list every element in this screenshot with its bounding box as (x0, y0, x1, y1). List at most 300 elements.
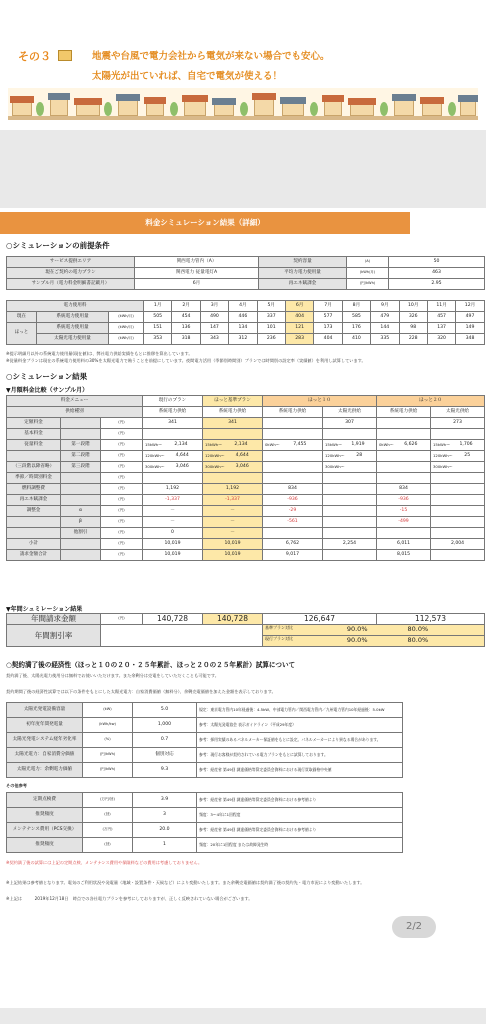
fee-amount: 341 (168, 419, 177, 425)
fee-label: 請求金額合計 (7, 550, 61, 561)
econ-unit: (円/kWh) (83, 748, 133, 763)
fee-value (263, 462, 323, 473)
econ-value: 5.0 (133, 703, 197, 718)
fee-value (143, 429, 203, 440)
econ-note: 頻度：3～4年に1回程度 (197, 808, 403, 823)
fee-unit: (円) (101, 484, 143, 495)
fee-amount: 4,644 (175, 452, 189, 458)
fee-value (323, 539, 377, 550)
supply-type-header: 供給種別 (7, 407, 143, 418)
tier-label: 15kWh～ (205, 441, 222, 447)
tier-label: 300kWh～ (205, 463, 225, 469)
usage-header: 電力使用料 (7, 301, 144, 312)
fee-value (377, 495, 431, 506)
fee-label: 小計 (7, 539, 61, 550)
econ-row (7, 718, 403, 733)
fee-value (143, 506, 203, 517)
fee-value (323, 418, 377, 429)
simulation-document (0, 208, 486, 1008)
annual-label: 年間請求金額 (7, 614, 101, 625)
tier-label: 300kWh～ (325, 464, 345, 470)
fee-value (263, 550, 323, 561)
fee-label (7, 528, 61, 539)
econ-row (7, 808, 403, 823)
fee-value (143, 462, 203, 473)
fee-value (431, 517, 485, 528)
usage-value: 348 (456, 334, 484, 345)
usage-value: 505 (144, 312, 172, 323)
econ-unit: (円/kWh) (83, 763, 133, 778)
usage-unit: (kWh/月) (109, 334, 144, 345)
tier-label: 300kWh～ (145, 463, 165, 469)
usage-month-header: 9月 (371, 301, 399, 312)
premise-label: 再エネ賦課金 (259, 279, 347, 290)
usage-month-header: 1月 (144, 301, 172, 312)
monthly-row (7, 451, 485, 462)
monthly-row (7, 429, 485, 440)
discount-value: 80.0% (407, 636, 429, 645)
discount-value: 80.0% (407, 625, 429, 634)
econ-label: 定期点検費 (7, 793, 83, 808)
fee-unit: (円) (101, 539, 143, 550)
fee-sublabel (61, 495, 101, 506)
fee-label: 再エネ賦課金 (7, 495, 61, 506)
econ-note: 参考：太陽光発電協会 表示ガイドライン（平成29年度） (197, 718, 403, 733)
fee-value (143, 550, 203, 561)
usage-header-row (7, 301, 485, 312)
fee-value (143, 539, 203, 550)
fee-value (431, 528, 485, 539)
fee-value (263, 495, 323, 506)
fee-value (203, 429, 263, 440)
fee-label: 燃料調整費 (7, 484, 61, 495)
plan-header-standard: ほっと基準プラン (203, 396, 263, 407)
econ-unit: (万円) (83, 823, 133, 838)
fee-amount: 0 (171, 529, 174, 535)
fee-value (203, 528, 263, 539)
fee-amount: 9,017 (285, 551, 300, 557)
monthly-row (7, 462, 485, 473)
fee-unit: (円) (101, 462, 143, 473)
premise-label: サンプル月（電力料金明細書記載月） (7, 279, 135, 290)
fee-amount: 8,015 (396, 551, 411, 557)
monthly-row (7, 517, 485, 528)
fee-value (323, 462, 377, 473)
fee-value (323, 429, 377, 440)
fee-unit: (円) (101, 495, 143, 506)
fee-amount: -499 (398, 518, 409, 524)
fee-value (143, 484, 203, 495)
fee-value (203, 550, 263, 561)
econ-row (7, 763, 403, 778)
premise-unit: (円/kWh) (347, 279, 389, 290)
usage-note-1: ※提示明細月以外の系統電力使用量(現在値)は、弊社電力供給実績をもとに推移を算出しています。 (6, 351, 193, 356)
supply-type: 太陽光供給 (431, 407, 485, 418)
annual-value: 112,573 (377, 614, 485, 625)
fee-value (263, 484, 323, 495)
usage-value: 335 (371, 334, 399, 345)
usage-row (7, 312, 485, 323)
usage-value: 479 (371, 312, 399, 323)
monthly-row (7, 528, 485, 539)
fee-amount: 10,019 (164, 540, 181, 546)
usage-value: 326 (399, 312, 427, 323)
footnote-2: ※上記は 2019年12月18日 時点での各社電力プランを参考にしておりますが、正しく反映されていない場合がございます。 (6, 896, 253, 901)
usage-value: 312 (229, 334, 257, 345)
discount-sub-label: 基準プラン対比 (265, 625, 293, 631)
usage-value: 151 (144, 323, 172, 334)
fee-value (143, 451, 203, 462)
premise-value: 6月 (135, 279, 259, 290)
fee-value (143, 495, 203, 506)
usage-month-header: 12月 (456, 301, 484, 312)
fee-amount: 2,134 (174, 441, 188, 447)
fee-value (203, 440, 263, 451)
premise-value: 2.95 (389, 279, 485, 290)
usage-month-header: 2月 (172, 301, 200, 312)
fee-value (263, 429, 323, 440)
discount-current (263, 636, 485, 647)
other-table (6, 792, 403, 853)
plan-header-current: 現行のプラン (143, 396, 203, 407)
fee-amount: 2,134 (234, 441, 248, 447)
fee-sublabel (61, 539, 101, 550)
econ-label: 太陽光電力：余剰電力価値 (7, 763, 83, 778)
tier-label: 120kWh～ (205, 452, 225, 458)
fee-amount: － (230, 518, 235, 524)
premise-unit: (A) (347, 257, 389, 268)
econ-note: 参考：経産省 第49回 調達価格等算定委員会資料における現行買取価格中央値 (197, 763, 403, 778)
fee-amount: 6,011 (396, 540, 411, 546)
fee-amount: － (230, 507, 235, 513)
monthly-row (7, 495, 485, 506)
usage-value: 147 (200, 323, 228, 334)
econ-value: 20.0 (133, 823, 197, 838)
fee-amount: － (170, 507, 175, 513)
fee-value (377, 451, 431, 462)
econ-row (7, 793, 403, 808)
usage-value: 176 (342, 323, 370, 334)
monthly-row (7, 473, 485, 484)
usage-value: 283 (285, 334, 313, 345)
fee-value (263, 473, 323, 484)
fee-value (203, 495, 263, 506)
fee-value (377, 517, 431, 528)
fee-value (203, 418, 263, 429)
econ-row (7, 838, 403, 853)
premise-heading: ○シミュレーションの前提条件 (6, 241, 110, 250)
usage-value: 98 (399, 323, 427, 334)
econ-label: 推奨頻度 (7, 808, 83, 823)
tier-label: 0kWh～ (379, 441, 394, 447)
econ-note: 参考：経産省 第49回 調達価格等算定委員会資料における参考値より (197, 823, 403, 838)
fee-unit: (円) (101, 418, 143, 429)
fee-label: 基本料金 (7, 429, 61, 440)
fee-unit: (円) (101, 440, 143, 451)
fee-value (377, 418, 431, 429)
usage-label: 太陽光電力使用量 (37, 334, 109, 345)
econ-value: 9.3 (133, 763, 197, 778)
supply-type: 系統電力供給 (377, 407, 431, 418)
usage-value: 137 (427, 323, 455, 334)
fee-value (323, 473, 377, 484)
fee-value (431, 440, 485, 451)
fee-value (263, 418, 323, 429)
usage-table (6, 300, 485, 345)
fee-label (7, 517, 61, 528)
discount-empty (101, 625, 263, 647)
fee-value (323, 451, 377, 462)
usage-month-header: 11月 (427, 301, 455, 312)
fee-sublabel (61, 550, 101, 561)
fee-amount: 273 (453, 419, 462, 425)
fee-value (323, 440, 377, 451)
usage-note-2: ※従量料金プランは現在の系統電力使用料の30%を太陽光電力で賄うことを前提にしています。夜間電力活用（季節別時間別）プランでは時間別の設定率（実績値）を利用し試算しています。 (6, 358, 366, 363)
fee-value (431, 429, 485, 440)
menu-header: 料金メニュー (7, 396, 143, 407)
econ-unit: (kWh/kw) (83, 718, 133, 733)
fee-value (431, 506, 485, 517)
usage-value: 343 (200, 334, 228, 345)
fee-sublabel: 第二段階 (61, 451, 101, 462)
usage-value: 320 (427, 334, 455, 345)
monthly-row (7, 418, 485, 429)
usage-value: 121 (285, 323, 313, 334)
usage-label: 系統電力使用量 (37, 323, 109, 334)
econ-label: 初年度年間発電量 (7, 718, 83, 733)
fee-label (7, 451, 61, 462)
tier-label: 0kWh～ (265, 441, 280, 447)
econ-value: 3 (133, 808, 197, 823)
fee-value (323, 506, 377, 517)
monthly-row (7, 440, 485, 451)
discount-value: 90.0% (346, 625, 368, 634)
econ-label: 太陽光電力：自家消費分価値 (7, 748, 83, 763)
townscape-illustration (8, 88, 478, 120)
fee-value (203, 484, 263, 495)
usage-row (7, 323, 485, 334)
fee-value (143, 440, 203, 451)
econ-heading: ○契約満了後の経済性（ほっと１０の２０・２５年累計、ほっと２０の２５年累計）試算について (6, 661, 296, 669)
result-heading: ○シミュレーション結果 (6, 372, 88, 381)
fee-value (203, 462, 263, 473)
econ-value: 3.9 (133, 793, 197, 808)
fee-amount: -561 (287, 518, 298, 524)
tier-label: 15kWh～ (145, 441, 162, 447)
fee-amount: 10,019 (224, 540, 241, 546)
usage-month-header: 5月 (257, 301, 285, 312)
premise-row (7, 257, 485, 268)
usage-value: 585 (342, 312, 370, 323)
usage-month-header: 3月 (200, 301, 228, 312)
fee-value (143, 528, 203, 539)
fee-value (263, 528, 323, 539)
fee-amount: 834 (288, 485, 297, 491)
fee-value (431, 539, 485, 550)
econ-unit: (kW) (83, 703, 133, 718)
econ-label: 太陽光発電設備容量 (7, 703, 83, 718)
fee-value (323, 528, 377, 539)
usage-value: 318 (172, 334, 200, 345)
banner (0, 0, 486, 130)
fee-amount: 10,019 (164, 551, 181, 557)
plan-header-hot20: ほっと２０ (377, 396, 485, 407)
document-title: 料金シミュレーション結果（詳細） (0, 212, 410, 234)
fee-amount: 307 (345, 419, 354, 425)
banner-line-1: 地震や台風で電力会社から電気が来ない場合でも安心。 (92, 51, 330, 62)
fee-sublabel (61, 484, 101, 495)
usage-month-header: 4月 (229, 301, 257, 312)
supply-type: 系統電力供給 (143, 407, 203, 418)
fee-amount: － (170, 518, 175, 524)
fee-amount: 1,192 (225, 485, 240, 491)
fee-amount: 10,019 (224, 551, 241, 557)
fee-value (323, 517, 377, 528)
usage-value: 136 (172, 323, 200, 334)
fee-value (377, 429, 431, 440)
discount-label: 年間割引率 (7, 625, 101, 647)
fee-value (377, 550, 431, 561)
usage-group: ほっと (7, 323, 37, 345)
usage-group: 現在 (7, 312, 37, 323)
monthly-row (7, 550, 485, 561)
annual-unit: (円) (101, 614, 143, 625)
usage-unit: (kWh/月) (109, 312, 144, 323)
monthly-subheader-row (7, 407, 485, 418)
fee-sublabel: α (61, 506, 101, 517)
fee-amount: -29 (288, 507, 297, 513)
usage-unit: (kWh/月) (109, 323, 144, 334)
tier-label: 300kWh～ (433, 464, 453, 470)
fee-value (323, 550, 377, 561)
fee-amount: 834 (399, 485, 408, 491)
fee-label: 従量料金 (7, 440, 61, 451)
econ-value: 1 (133, 838, 197, 853)
fee-value (431, 462, 485, 473)
fee-amount: 25 (464, 452, 471, 458)
premise-value: 463 (389, 268, 485, 279)
fee-value (431, 418, 485, 429)
fee-sublabel (61, 418, 101, 429)
fee-amount: 2,254 (342, 540, 357, 546)
usage-label: 系統電力使用量 (37, 312, 109, 323)
usage-value: 101 (257, 323, 285, 334)
monthly-row (7, 484, 485, 495)
econ-note: 参考：経産省 第49回 調達価格等算定委員会資料における参考値より (197, 793, 403, 808)
usage-value: 497 (456, 312, 484, 323)
fee-label: 定額料金 (7, 418, 61, 429)
annual-value: 140,728 (143, 614, 203, 625)
fee-amount: 7,455 (293, 441, 307, 447)
usage-month-header: 10月 (399, 301, 427, 312)
usage-month-header: 6月 (285, 301, 313, 312)
monthly-table (6, 395, 485, 561)
premise-value: 関西電力 従量電灯A (135, 268, 259, 279)
tier-label: 15kWh～ (325, 441, 342, 447)
premise-unit: (kWh/月) (347, 268, 389, 279)
footnote-red: ※契約満了後の試算には上記の定期点検、メンテナンス費用や保険料などの費用は考慮しておりません。 (6, 860, 203, 865)
econ-row (7, 733, 403, 748)
fee-sublabel (61, 429, 101, 440)
usage-value: 454 (172, 312, 200, 323)
fee-unit: (円) (101, 473, 143, 484)
fee-amount: 341 (228, 419, 237, 425)
annual-title: ▼年間シュミレーション結果 (6, 606, 83, 613)
fee-value (203, 473, 263, 484)
fee-value (263, 440, 323, 451)
fee-value (431, 495, 485, 506)
usage-value: 577 (314, 312, 342, 323)
discount-row (7, 625, 485, 636)
econ-note: 参考：現行お客様が契約されている電力プランをもとに試算しております。 (197, 748, 403, 763)
fee-label: （三段階以降省略） (7, 462, 61, 473)
premise-label: 契約容量 (259, 257, 347, 268)
fee-amount: 4,644 (235, 452, 249, 458)
econ-unit: (回) (83, 808, 133, 823)
fee-unit: (円) (101, 528, 143, 539)
fee-amount: 3,046 (175, 463, 189, 469)
econ-intro-2: 契約期間了後の経済性試算では以下の条件をもとにした太陽光電力：自家消費価値（無料分）、余剰売電価値を加えた金額を表示しております。 (6, 689, 276, 694)
fee-amount: 3,046 (235, 463, 249, 469)
fee-unit: (円) (101, 550, 143, 561)
fee-value (143, 517, 203, 528)
econ-unit: (万円/回) (83, 793, 133, 808)
fee-value (377, 473, 431, 484)
econ-value: 個別対応 (133, 748, 197, 763)
discount-sub-label: 現行プラン対比 (265, 636, 293, 642)
usage-month-header: 7月 (314, 301, 342, 312)
fee-value (203, 517, 263, 528)
premise-label: 平均力電力使用量 (259, 268, 347, 279)
econ-label: メンテナンス費用（PCS交換） (7, 823, 83, 838)
fee-sublabel: 第三段階 (61, 462, 101, 473)
fee-unit: (円) (101, 451, 143, 462)
usage-value: 457 (427, 312, 455, 323)
fee-label: 調整金 (7, 506, 61, 517)
usage-value: 404 (314, 334, 342, 345)
footnote-1: ※上記結果は参考値となります。電気のご利用状況や発電量（地域・設置条件・天候など）により変動いたします。また余剰売電価値は契約満了後の契約先・電力市況により変動いたします。 (6, 880, 365, 885)
usage-value: 337 (257, 312, 285, 323)
discount-value: 90.0% (346, 636, 368, 645)
fee-amount: － (230, 529, 235, 535)
banner-line-2: 太陽光が出ていれば、自宅で電気が使える！ (92, 71, 283, 82)
fee-value (143, 418, 203, 429)
fee-amount: 28 (356, 452, 363, 458)
usage-month-header: 8月 (342, 301, 370, 312)
banner-number: その３ (18, 50, 51, 63)
fee-amount: 1,919 (351, 441, 365, 447)
fee-value (263, 451, 323, 462)
fee-value (431, 484, 485, 495)
annual-value: 126,647 (263, 614, 377, 625)
tier-label: 120kWh～ (433, 452, 453, 458)
fee-value (431, 473, 485, 484)
tier-label: 15kWh～ (433, 441, 451, 447)
discount-standard (263, 625, 485, 636)
supply-type: 太陽光供給 (323, 407, 377, 418)
fee-sublabel: 他割引 (61, 528, 101, 539)
premise-value: 関西電力管内（A） (135, 257, 259, 268)
monthly-row (7, 539, 485, 550)
fee-value (431, 451, 485, 462)
usage-value: 149 (456, 323, 484, 334)
econ-row (7, 823, 403, 838)
fee-value (323, 495, 377, 506)
annual-table (6, 613, 485, 647)
usage-value: 446 (229, 312, 257, 323)
fee-value (263, 539, 323, 550)
fee-value (377, 506, 431, 517)
